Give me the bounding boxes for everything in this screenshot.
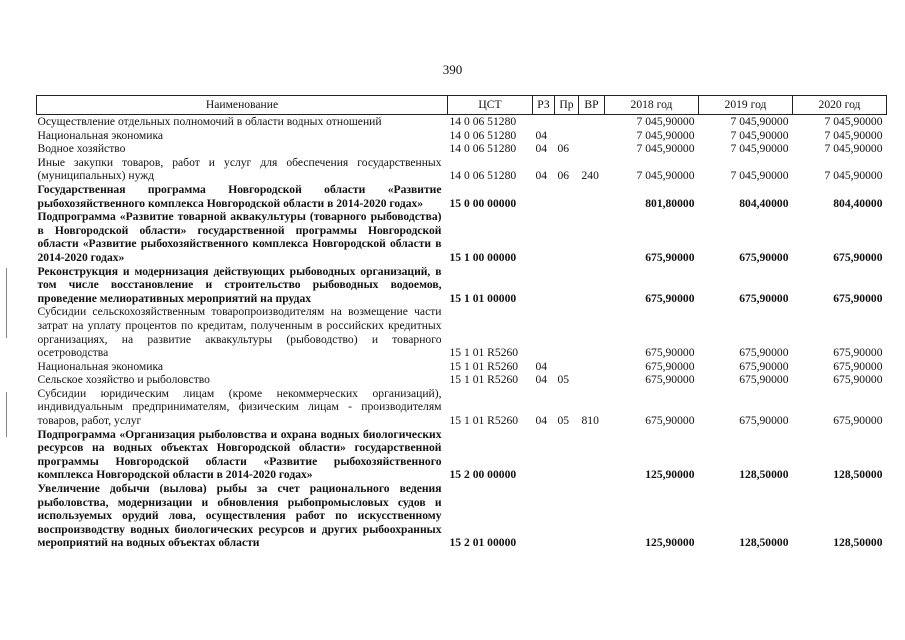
row-rz <box>533 265 555 306</box>
row-2020: 128,50000 <box>833 536 883 550</box>
row-pr <box>555 129 579 143</box>
row-rz: 04 <box>535 169 548 183</box>
row-2018: 675,90000 <box>645 346 695 360</box>
row-name: Увеличение добычи (вылова) рыбы за счет рационального ведения рыболовства, модернизации и обновления рыбопромысловых судов и используемых орудий лова, осуществления работ по искусственному воспроизводству водных биологических ресурсов и других рыбоохранных мероприятий на водных объектах области <box>37 482 442 550</box>
row-2020: 675,90000 <box>833 359 883 373</box>
table-row <box>37 387 887 428</box>
row-rz: 04 <box>535 373 548 387</box>
row-2020: 7 045,90000 <box>824 115 883 128</box>
header-2020: 2020 год <box>793 96 887 115</box>
row-2019: 675,90000 <box>739 291 789 305</box>
row-2020: 128,50000 <box>833 468 883 482</box>
row-cst: 15 1 01 R5260 <box>449 414 519 428</box>
row-2020: 804,40000 <box>833 196 883 210</box>
budget-table <box>36 95 887 550</box>
row-pr <box>555 210 579 264</box>
header-2019: 2019 год <box>699 96 793 115</box>
table-row <box>37 115 887 129</box>
header-pr: Пр <box>555 96 579 115</box>
row-cst: 15 2 00 00000 <box>449 468 517 482</box>
table-body <box>37 115 887 551</box>
row-2019: 7 045,90000 <box>730 115 789 128</box>
row-2018: 125,90000 <box>645 468 695 482</box>
row-name: Водное хозяйство <box>37 142 126 156</box>
row-2020: 675,90000 <box>833 250 883 264</box>
row-pr <box>555 360 579 374</box>
row-pr: 05 <box>557 414 570 428</box>
row-vr <box>579 373 605 387</box>
row-rz: 04 <box>535 128 548 142</box>
row-2018: 675,90000 <box>645 359 695 373</box>
row-rz <box>533 210 555 264</box>
row-2019: 675,90000 <box>739 414 789 428</box>
header-name: Наименование <box>37 96 448 115</box>
row-pr <box>555 115 579 129</box>
table-row <box>37 265 887 306</box>
row-pr <box>555 428 579 482</box>
row-pr: 05 <box>557 373 570 387</box>
table-row <box>37 129 887 143</box>
row-2019: 7 045,90000 <box>730 142 789 156</box>
row-pr <box>555 482 579 550</box>
row-2020: 675,90000 <box>833 373 883 387</box>
row-rz <box>533 482 555 550</box>
row-pr <box>555 265 579 306</box>
row-vr <box>579 142 605 156</box>
table-row <box>37 360 887 374</box>
row-cst: 15 0 00 00000 <box>449 196 517 210</box>
table-row <box>37 210 887 264</box>
row-cst: 14 0 06 51280 <box>449 115 517 128</box>
row-vr <box>579 360 605 374</box>
row-vr <box>579 210 605 264</box>
row-cst: 15 1 00 00000 <box>449 250 517 264</box>
row-vr <box>579 428 605 482</box>
row-2019: 7 045,90000 <box>730 128 789 142</box>
row-2018: 7 045,90000 <box>636 115 695 128</box>
table-row <box>37 305 887 359</box>
row-rz: 04 <box>535 414 548 428</box>
row-cst: 14 0 06 51280 <box>449 128 517 142</box>
row-2019: 128,50000 <box>739 536 789 550</box>
row-pr <box>555 305 579 359</box>
budget-table-container <box>36 95 886 550</box>
row-name: Осуществление отдельных полномочий в области водных отношений <box>37 115 382 128</box>
row-pr: 06 <box>557 142 570 156</box>
row-2020: 675,90000 <box>833 414 883 428</box>
row-name: Подпрограмма «Развитие товарной аквакультуры (товарного рыбоводства) в Новгородской области» государственной программы Новгородской области «Развитие рыбохозяйственного комплекса Новгородской области в 2014-2020 годах» <box>37 210 442 264</box>
row-2019: 7 045,90000 <box>730 169 789 183</box>
row-cst: 15 1 01 R5260 <box>449 359 519 373</box>
row-2019: 675,90000 <box>739 346 789 360</box>
row-2019: 675,90000 <box>739 373 789 387</box>
row-2019: 804,40000 <box>739 196 789 210</box>
table-row <box>37 183 887 210</box>
row-name: Государственная программа Новгородской области «Развитие рыбохозяйственного комплекса Новгородской области в 2014-2020 годах» <box>37 182 442 210</box>
row-cst: 15 1 01 R5260 <box>449 346 519 360</box>
row-cst: 14 0 06 51280 <box>449 142 517 156</box>
row-vr <box>579 482 605 550</box>
row-2020: 675,90000 <box>833 346 883 360</box>
row-pr <box>555 183 579 210</box>
table-row <box>37 142 887 156</box>
row-2018: 675,90000 <box>645 414 695 428</box>
row-2018: 801,80000 <box>645 196 695 210</box>
row-rz <box>533 115 555 129</box>
margin-mark <box>6 392 7 437</box>
row-rz <box>533 428 555 482</box>
row-vr <box>579 305 605 359</box>
row-2018: 7 045,90000 <box>636 128 695 142</box>
row-2018: 7 045,90000 <box>636 169 695 183</box>
row-name: Субсидии сельскохозяйственным товаропроизводителям на возмещение части затрат на уплату процентов по кредитам, полученным в российских кредитных организациях, на развитие аквакультуры (рыбоводство) и товарного осетроводства <box>37 305 442 360</box>
row-2020: 7 045,90000 <box>824 142 883 156</box>
row-name: Национальная экономика <box>37 359 164 373</box>
row-vr: 810 <box>581 414 599 428</box>
row-2018: 675,90000 <box>645 250 695 264</box>
row-2018: 675,90000 <box>645 291 695 305</box>
table-row <box>37 428 887 482</box>
row-vr: 240 <box>581 169 599 183</box>
row-2018: 675,90000 <box>645 373 695 387</box>
header-rz: РЗ <box>533 96 555 115</box>
row-2020: 7 045,90000 <box>824 128 883 142</box>
row-cst: 14 0 06 51280 <box>449 169 517 183</box>
row-vr <box>579 115 605 129</box>
table-row <box>37 482 887 550</box>
row-cst: 15 2 01 00000 <box>449 536 517 550</box>
header-2018: 2018 год <box>605 96 699 115</box>
row-cst: 15 1 01 00000 <box>449 291 517 305</box>
row-name: Реконструкция и модернизация действующих рыбоводных организаций, в том числе восстановление и строительство рыбоводных водоемов, проведение мелиоративных мероприятий на прудах <box>37 264 442 305</box>
row-2019: 675,90000 <box>739 250 789 264</box>
row-pr: 06 <box>557 169 570 183</box>
page-number: 390 <box>442 62 463 77</box>
row-name: Иные закупки товаров, работ и услуг для обеспечения государственных (муниципальных) нужд <box>37 155 442 183</box>
row-rz: 04 <box>535 142 548 156</box>
row-rz: 04 <box>535 359 548 373</box>
row-cst: 15 1 01 R5260 <box>449 373 519 387</box>
row-2018: 7 045,90000 <box>636 142 695 156</box>
margin-mark <box>6 268 7 338</box>
header-vr: ВР <box>579 96 605 115</box>
row-rz <box>533 183 555 210</box>
row-name: Сельское хозяйство и рыболовство <box>37 373 210 387</box>
header-cst: ЦСТ <box>448 96 533 115</box>
row-vr <box>579 129 605 143</box>
table-header-row <box>37 96 887 115</box>
row-rz <box>533 305 555 359</box>
row-name: Национальная экономика <box>37 128 164 142</box>
row-2018: 125,90000 <box>645 536 695 550</box>
row-2020: 7 045,90000 <box>824 169 883 183</box>
row-name: Субсидии юридическим лицам (кроме некоммерческих организаций), индивидуальным предпринимателям, физическим лицам - производителям товаров, работ, услуг <box>37 386 442 428</box>
table-row <box>37 373 887 387</box>
table-row <box>37 156 887 183</box>
row-2020: 675,90000 <box>833 291 883 305</box>
row-2019: 675,90000 <box>739 359 789 373</box>
row-vr <box>579 183 605 210</box>
row-vr <box>579 265 605 306</box>
row-2019: 128,50000 <box>739 468 789 482</box>
row-name: Подпрограмма «Организация рыболовства и охрана водных биологических ресурсов на водных объектах Новгородской области» государственной программы Новгородской области «Развитие рыбохозяйственного комплекса Новгородской области в 2014-2020 годах» <box>37 427 442 482</box>
